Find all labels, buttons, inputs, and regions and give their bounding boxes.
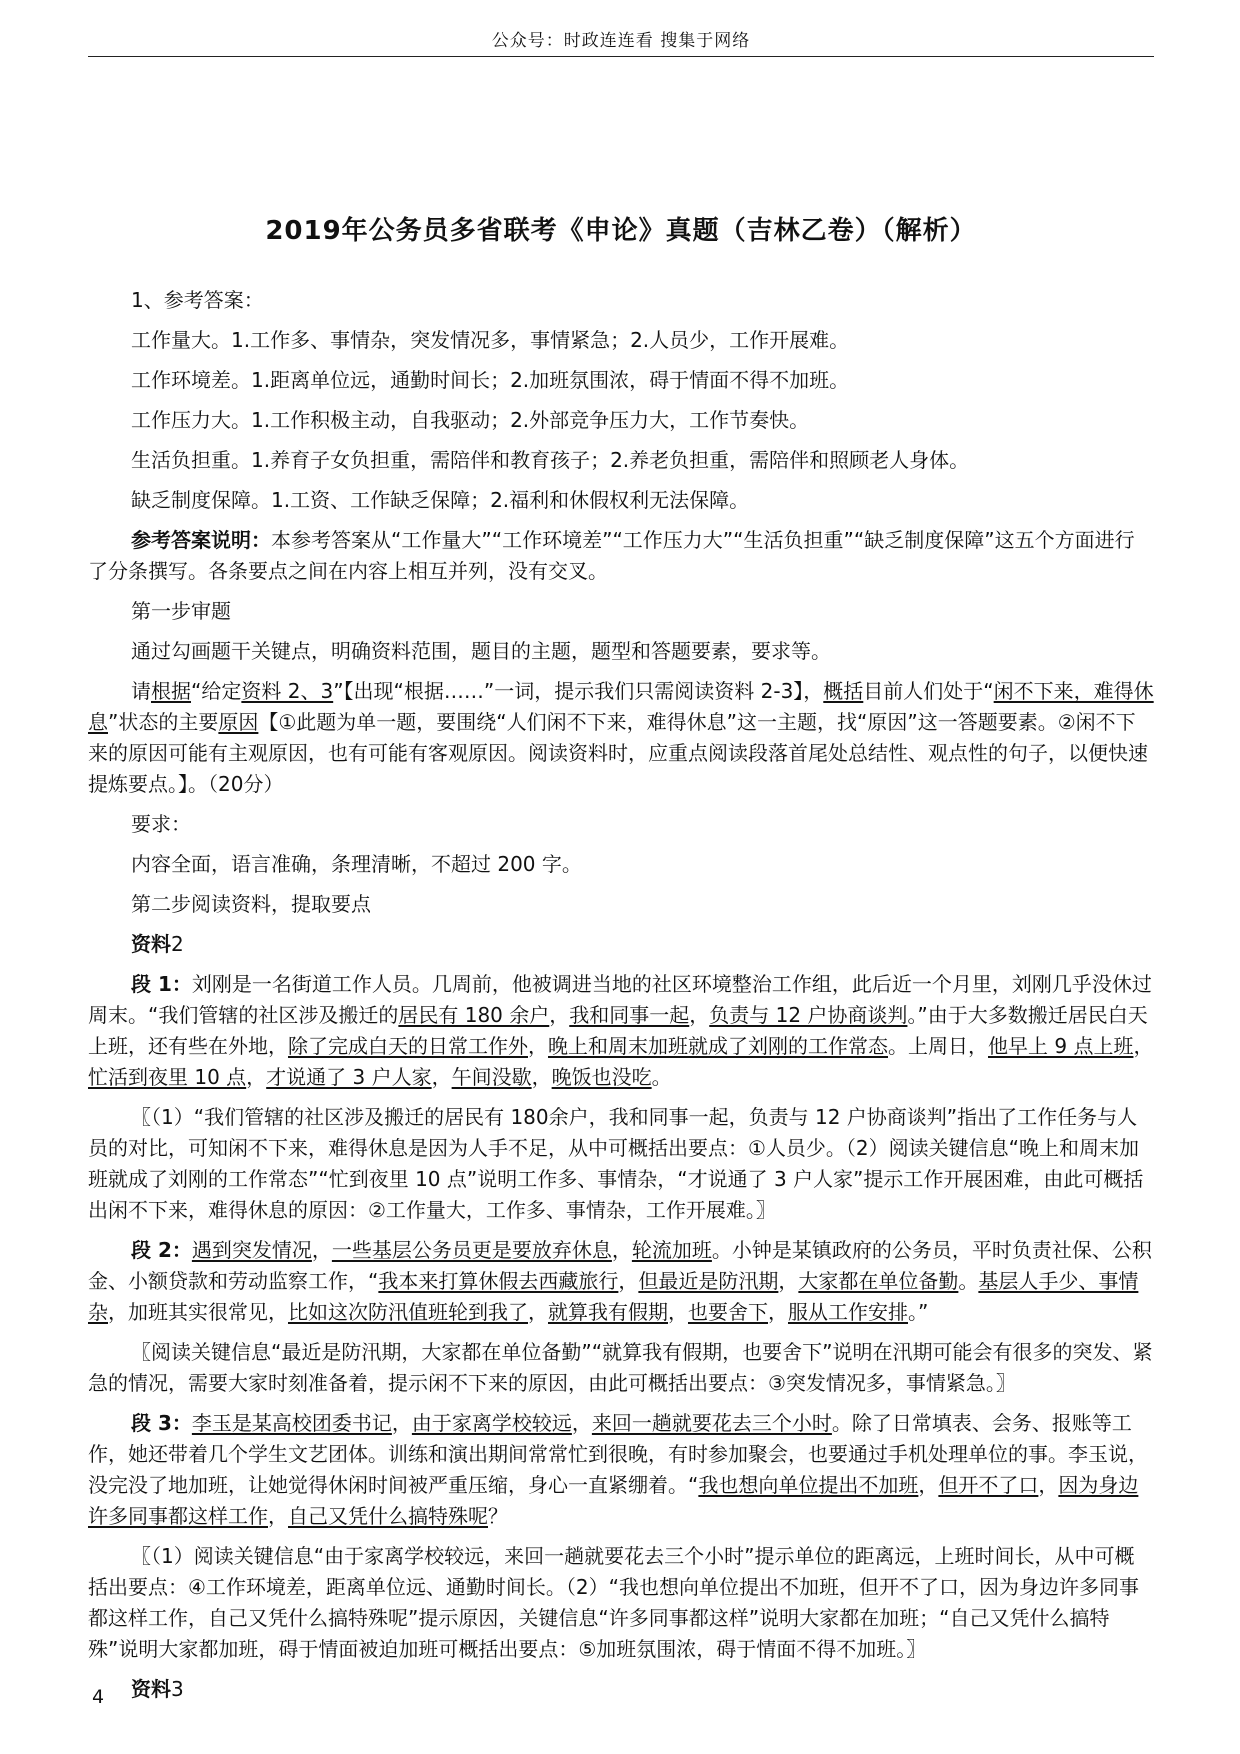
- material-paragraph-1: [88, 969, 1154, 1093]
- underlined-text: 因为身边许多同事都这样工作: [88, 1473, 1139, 1528]
- text-run: ”【出现“根据……”一词，提示我们只需阅读资料 2-3】，: [333, 679, 824, 703]
- text-run: ，: [689, 1003, 710, 1027]
- document-title: 2019年公务员多省联考《申论》真题（吉林乙卷）（解析）: [265, 216, 977, 246]
- text-run: ，: [1133, 1034, 1154, 1058]
- text-run: 刘刚是一名街道工作人员。几周前，他被调进当地的社区环境整治工作组，此后近一个月里，刘刚几乎没休过周末。“我们管辖的社区涉及搬迁的: [88, 972, 1152, 1027]
- underlined-text: 来回一趟就要花去三个小时: [591, 1411, 832, 1435]
- text-run: ，: [918, 1473, 939, 1497]
- page-header: 公众号：时政连连看 搜集于网络: [491, 31, 751, 51]
- text-run: ？: [488, 1504, 508, 1528]
- underlined-text: 大家都在单位备勤: [798, 1269, 959, 1293]
- text-run: ，: [391, 1411, 412, 1435]
- text-run: ，: [268, 1504, 288, 1528]
- underlined-text: 我也想向单位提出不加班: [698, 1473, 919, 1497]
- underlined-text: 晚上和周末加班就成了刘刚的工作常态: [548, 1034, 888, 1058]
- paragraph: 通过勾画题干关键点，明确资料范围，题目的主题，题型和答题要素，要求等。: [131, 639, 831, 663]
- text-run: ，: [431, 1065, 452, 1089]
- text-run: ，: [571, 1411, 592, 1435]
- bold-label: 资料: [131, 1677, 171, 1701]
- bold-label: 资料: [131, 932, 171, 956]
- text-run: 。”由于大多数搬迁居民白天上班，还有些在外地，: [88, 1003, 1148, 1058]
- underlined-text: 也要舍下: [688, 1300, 768, 1324]
- text-run: ，: [531, 1065, 552, 1089]
- underlined-text: 遇到突发情况: [191, 1238, 312, 1262]
- text-run: ，: [668, 1300, 688, 1324]
- underlined-text: 负责与 12 户协商谈判: [709, 1003, 908, 1027]
- text-run: ，: [246, 1065, 267, 1089]
- underlined-text: 他早上 9 点上班: [988, 1034, 1134, 1058]
- underlined-text: 比如这次防汛值班轮到我了: [288, 1300, 528, 1324]
- text-run: ，: [528, 1034, 548, 1058]
- text-run: “给定: [191, 679, 242, 703]
- text-run: 。: [651, 1065, 672, 1089]
- underlined-text: 除了完成白天的日常工作外: [288, 1034, 528, 1058]
- text-run: 。除了日常填表、会务、报账等工作，她还带着几个学生文艺团体。训练和演出期间常常忙到很晚，有时参加聚会，也要通过手机处理单位的事。李玉说，没完没了地加班，让她觉得休闲时间被严重压缩，身心一直紧绷着。“: [88, 1411, 1148, 1497]
- material-number: 3: [171, 1677, 184, 1701]
- text-run: 请: [131, 679, 151, 703]
- text-run: ，: [549, 1003, 570, 1027]
- bold-label: 段 3：: [131, 1411, 192, 1435]
- underlined-text: 由于家离学校较远: [411, 1411, 572, 1435]
- text-run: ，: [768, 1300, 788, 1324]
- text-run: ，: [311, 1238, 332, 1262]
- underlined-text: 服从工作安排: [788, 1300, 908, 1324]
- material-paragraph-2: [88, 1235, 1154, 1328]
- text-run: 。”: [908, 1300, 929, 1324]
- paragraph: 第二步阅读资料，提取要点: [131, 892, 371, 916]
- text-run: 。上周日，: [888, 1034, 988, 1058]
- page-number: 4: [92, 1686, 105, 1708]
- text-run: 。小钟是某镇政府的公务员，平时负责社保、公积金、小额贷款和劳动监察工作，“: [88, 1238, 1152, 1293]
- analysis-note-3: 〖（1）阅读关键信息“由于家离学校较远，来回一趟就要花去三个小时”提示单位的距离远，上班时间长，从中可概括出要点：④工作环境差，距离单位远、通勤时间长。（2）“我也想向单位提出不加班，但开不了口，因为身边许多同事都这样工作，自己又凭什么搞特殊呢”提示原因，关键信息“许多同事都这样”说明大家都在加班；“自己又凭什么搞特殊”说明大家都加班，碍于情面被迫加班可概括出要点：⑤加班氛围浓，碍于情面不得不加班。〗: [88, 1544, 1140, 1661]
- paragraph: 内容全面，语言准确，条理清晰，不超过 200 字。: [131, 852, 582, 876]
- underlined-text: 自己又凭什么搞特殊呢: [288, 1504, 488, 1528]
- material-heading: [131, 1674, 1154, 1705]
- text-run: ，: [1038, 1473, 1059, 1497]
- underlined-text: 一些基层公务员更是要放弃休息: [331, 1238, 612, 1262]
- text-run: ，加班其实很常见，: [108, 1300, 288, 1324]
- question-text: [88, 676, 1154, 800]
- text-run: 。: [958, 1269, 979, 1293]
- underlined-text: 根据: [151, 679, 191, 703]
- paragraph: 工作压力大。1.工作积极主动，自我驱动；2.外部竞争压力大，工作节奏快。: [131, 408, 810, 432]
- text-run: 目前人们处于“: [863, 679, 994, 703]
- paragraph: 1、参考答案：: [131, 288, 264, 312]
- underlined-text: 就算我有假期: [548, 1300, 668, 1324]
- paragraph: 要求：: [131, 812, 191, 836]
- bold-label: 段 2：: [131, 1238, 192, 1262]
- underlined-text: 居民有 180 余户: [398, 1003, 550, 1027]
- analysis-note-2: 〖阅读关键信息“最近是防汛期，大家都在单位备勤”“就算我有假期，也要舍下”说明在汛期可能会有很多的突发、紧急的情况，需要大家时刻准备着，提示闲不下来的原因，由此可概括出要点：③突发情况多，事情紧急。〗: [88, 1340, 1153, 1395]
- material-heading: [131, 929, 1154, 960]
- bold-label: 段 1：: [131, 972, 192, 996]
- text-run: ，: [618, 1269, 639, 1293]
- underlined-text: 我本来打算休假去西藏旅行: [378, 1269, 619, 1293]
- analysis-note-1: 〖（1）“我们管辖的社区涉及搬迁的居民有 180余户，我和同事一起，负责与 12 户协商谈判”指出了工作任务与人员的对比，可知闲不下来，难得休息是因为人手不足，从中可概括出要点：①人员少。（2）阅读关键信息“晚上和周末加班就成了刘刚的工作常态”“忙到夜里 10 点”说明工作多、事情杂，“才说通了 3 户人家”提示工作开展困难，由此可概括出闲不下来，难得休息的原因：②工作量大，工作多、事情杂，工作开展难。〗: [88, 1105, 1144, 1222]
- underlined-text: 我和同事一起: [569, 1003, 690, 1027]
- underlined-text: 资料 2、3: [241, 679, 334, 703]
- text-run: ，: [611, 1238, 632, 1262]
- document-body: [88, 285, 1154, 1714]
- paragraph: 工作量大。1.工作多、事情杂，突发情况多，事情紧急；2.人员少，工作开展难。: [131, 328, 850, 352]
- underlined-text: 但开不了口: [938, 1473, 1039, 1497]
- underlined-text: 原因: [218, 710, 259, 734]
- text-run: 【①此题为单一题，要围绕“人们闲不下来，难得休息”这一主题，找“原因”这一答题要素。②闲不下来的原因可能有主观原因，也有可能有客观原因。阅读资料时，应重点阅读段落首尾处总结性、观点性的句子，以便快速提炼要点。】。（20分）: [88, 710, 1148, 796]
- bold-label: 参考答案说明：: [131, 528, 271, 552]
- material-paragraph-3: [88, 1408, 1154, 1532]
- underlined-text: 才说通了 3 户人家: [266, 1065, 432, 1089]
- answer-explanation: [88, 525, 1154, 587]
- paragraph: 第一步审题: [131, 599, 231, 623]
- underlined-text: 午间没歇: [451, 1065, 532, 1089]
- underlined-text: 闲不下来，难得休息: [88, 679, 1154, 734]
- paragraph: 缺乏制度保障。1.工资、工作缺乏保障；2.福利和休假权利无法保障。: [131, 488, 750, 512]
- text-run: ，: [528, 1300, 548, 1324]
- text-run: ，: [778, 1269, 799, 1293]
- header-divider: [88, 56, 1154, 57]
- paragraph: 工作环境差。1.距离单位远，通勤时间长；2.加班氛围浓，碍于情面不得不加班。: [131, 368, 850, 392]
- underlined-text: 李玉是某高校团委书记: [191, 1411, 392, 1435]
- underlined-text: 概括: [823, 679, 864, 703]
- underlined-text: 基层人手少、事情杂: [88, 1269, 1139, 1324]
- underlined-text: 忙活到夜里 10 点: [88, 1065, 247, 1089]
- underlined-text: 晚饭也没吃: [551, 1065, 652, 1089]
- text-run: ”状态的主要: [108, 710, 219, 734]
- underlined-text: 但最近是防汛期: [638, 1269, 779, 1293]
- underlined-text: 轮流加班: [631, 1238, 712, 1262]
- paragraph-text: 本参考答案从“工作量大”“工作环境差”“工作压力大”“生活负担重”“缺乏制度保障”这五个方面进行了分条撰写。各条要点之间在内容上相互并列，没有交叉。: [88, 528, 1135, 583]
- paragraph: 生活负担重。1.养育子女负担重，需陪伴和教育孩子；2.养老负担重，需陪伴和照顾老人身体。: [131, 448, 970, 472]
- material-number: 2: [171, 932, 184, 956]
